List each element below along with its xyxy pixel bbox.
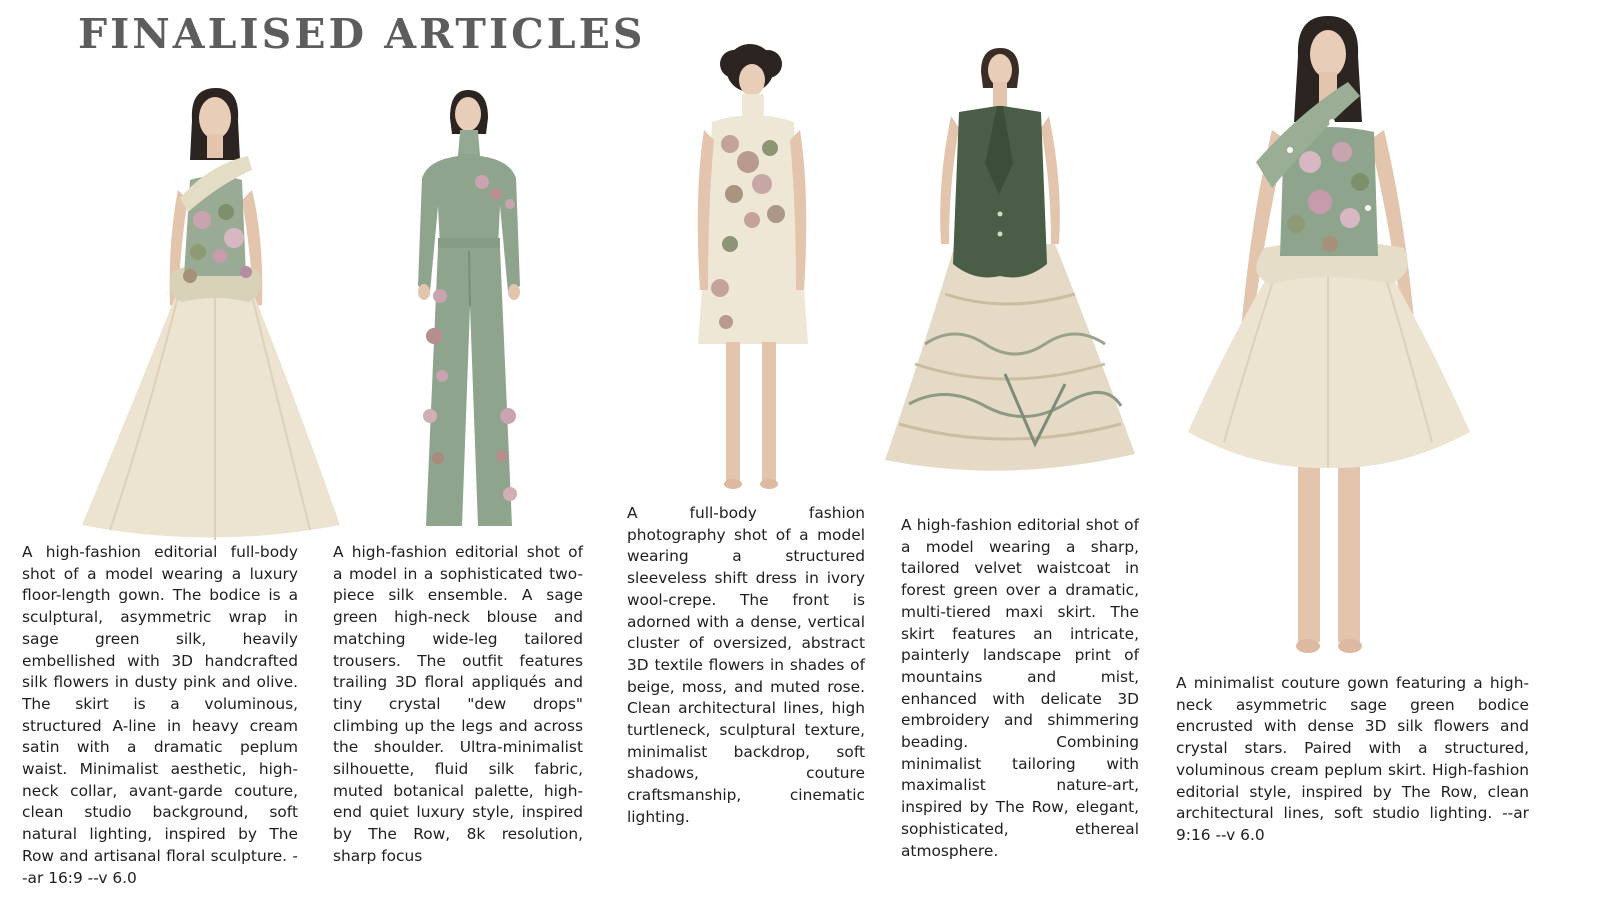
look-3-description: A full-body fashion photography shot of a model wearing a structured sleeveless shift dress in ivory wool-crepe. The front is adorned with a dense, vertical cluster of oversized, abstract 3D textile flowers in shades of beige, moss, and muted rose. Clean architectural lines, high turtleneck, sculptural texture, minimalist backdrop, soft shadows, couture craftsmanship, cinematic lighting. xyxy=(627,504,865,826)
peplum-cocktail-dress-figure-icon xyxy=(1180,12,1480,662)
ivory-shift-dress-figure-icon xyxy=(690,44,820,494)
page-title: FINALISED ARTICLES xyxy=(78,10,646,58)
sage-two-piece-figure-icon xyxy=(400,86,550,531)
look-1-description: A high-fashion editorial full-body shot of a model wearing a luxury floor-length gown. The bodice is a sculptural, asymmetric wrap in sage green silk, heavily embellished with 3D handcrafted silk flowers in dusty pink and olive. The skirt is a voluminous, structured A-line in heavy cream satin with a dramatic peplum waist. Minimalist aesthetic, high-neck collar, avant-garde couture, clean studio background, soft natural lighting, inspired by The Row and artisanal floral sculpture. --ar 16:9 --v 6.0 xyxy=(22,543,298,887)
look-5-description: A minimalist couture gown featuring a high-neck asymmetric sage green bodice encrusted with dense 3D silk flowers and crystal stars. Paired with a structured, voluminous cream peplum skirt. High-fashion editorial style, inspired by The Row, clean architectural lines, soft studio lighting. --ar 9:16 --v 6.0 xyxy=(1176,674,1529,844)
cream-gown-sage-bodice-figure-icon xyxy=(70,80,350,550)
look-4-description: A high-fashion editorial shot of a model wearing a sharp, tailored velvet waistcoat in forest green over a dramatic, multi-tiered maxi skirt. The skirt features an intricate, painterly landscape print of mountains and mist, enhanced with delicate 3D embroidery and shimmering beading. Combining minimalist tailoring with maximalist nature-art, inspired by The Row, elegant, sophisticated, ethereal atmosphere. xyxy=(901,516,1139,860)
look-2-description: A high-fashion editorial shot of a model in a sophisticated two-piece silk ensemble. A sage green high-neck blouse and matching wide-leg tailored trousers. The outfit features trailing 3D floral appliqués and tiny crystal "dew drops" climbing up the legs and across the shoulder. Ultra-minimalist silhouette, fluid silk fabric, muted botanical palette, high-end quiet luxury style, inspired by The Row, 8k resolution, sharp focus xyxy=(333,543,583,865)
velvet-waistcoat-tiered-skirt-figure-icon xyxy=(885,44,1135,474)
